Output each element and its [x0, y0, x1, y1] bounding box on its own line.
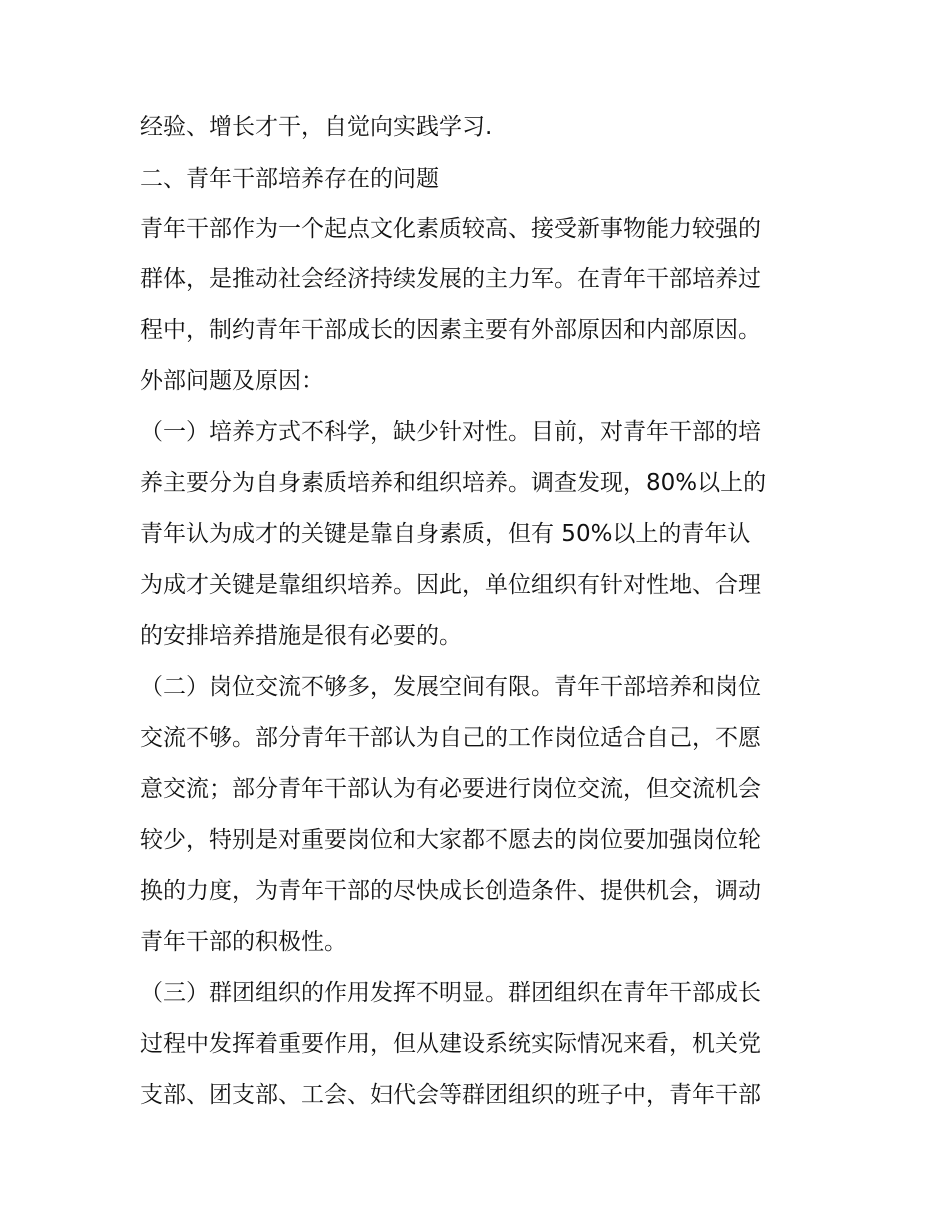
text-line: 青年干部的积极性。 [140, 929, 347, 955]
text-line: 经验、增长才干，自觉向实践学习. [140, 114, 493, 140]
text-line: （三）群团组织的作用发挥不明显。群团组织在青年干部成长 [140, 980, 761, 1006]
text-line: （二）岗位交流不够多，发展空间有限。青年干部培养和岗位 [140, 674, 761, 700]
section-heading: 二、青年干部培养存在的问题 [140, 166, 439, 192]
text-line: 外部问题及原因： [140, 368, 324, 394]
text-line: （一）培养方式不科学，缺少针对性。目前，对青年干部的培 [140, 419, 761, 445]
text-line: 支部、团支部、工会、妇代会等群团组织的班子中，青年干部 [140, 1082, 761, 1108]
text-line: 程中，制约青年干部成长的因素主要有外部原因和内部原因。 [140, 317, 761, 343]
text-line: 的安排培养措施是很有必要的。 [140, 623, 462, 649]
text-line: 较少，特别是对重要岗位和大家都不愿去的岗位要加强岗位轮 [140, 827, 761, 853]
text-line: 意交流；部分青年干部认为有必要进行岗位交流，但交流机会 [140, 776, 761, 802]
text-line: 群体，是推动社会经济持续发展的主力军。在青年干部培养过 [140, 266, 761, 292]
text-line: 过程中发挥着重要作用，但从建设系统实际情况来看，机关党 [140, 1031, 761, 1057]
text-line: 交流不够。部分青年干部认为自己的工作岗位适合自己，不愿 [140, 725, 761, 751]
text-line: 青年认为成才的关键是靠自身素质，但有 50%以上的青年认 [140, 521, 751, 547]
text-line: 为成才关键是靠组织培养。因此，单位组织有针对性地、合理 [140, 572, 761, 598]
text-line: 养主要分为自身素质培养和组织培养。调查发现，80%以上的 [140, 470, 767, 496]
text-line: 换的力度，为青年干部的尽快成长创造条件、提供机会，调动 [140, 878, 761, 904]
text-line: 青年干部作为一个起点文化素质较高、接受新事物能力较强的 [140, 216, 761, 242]
